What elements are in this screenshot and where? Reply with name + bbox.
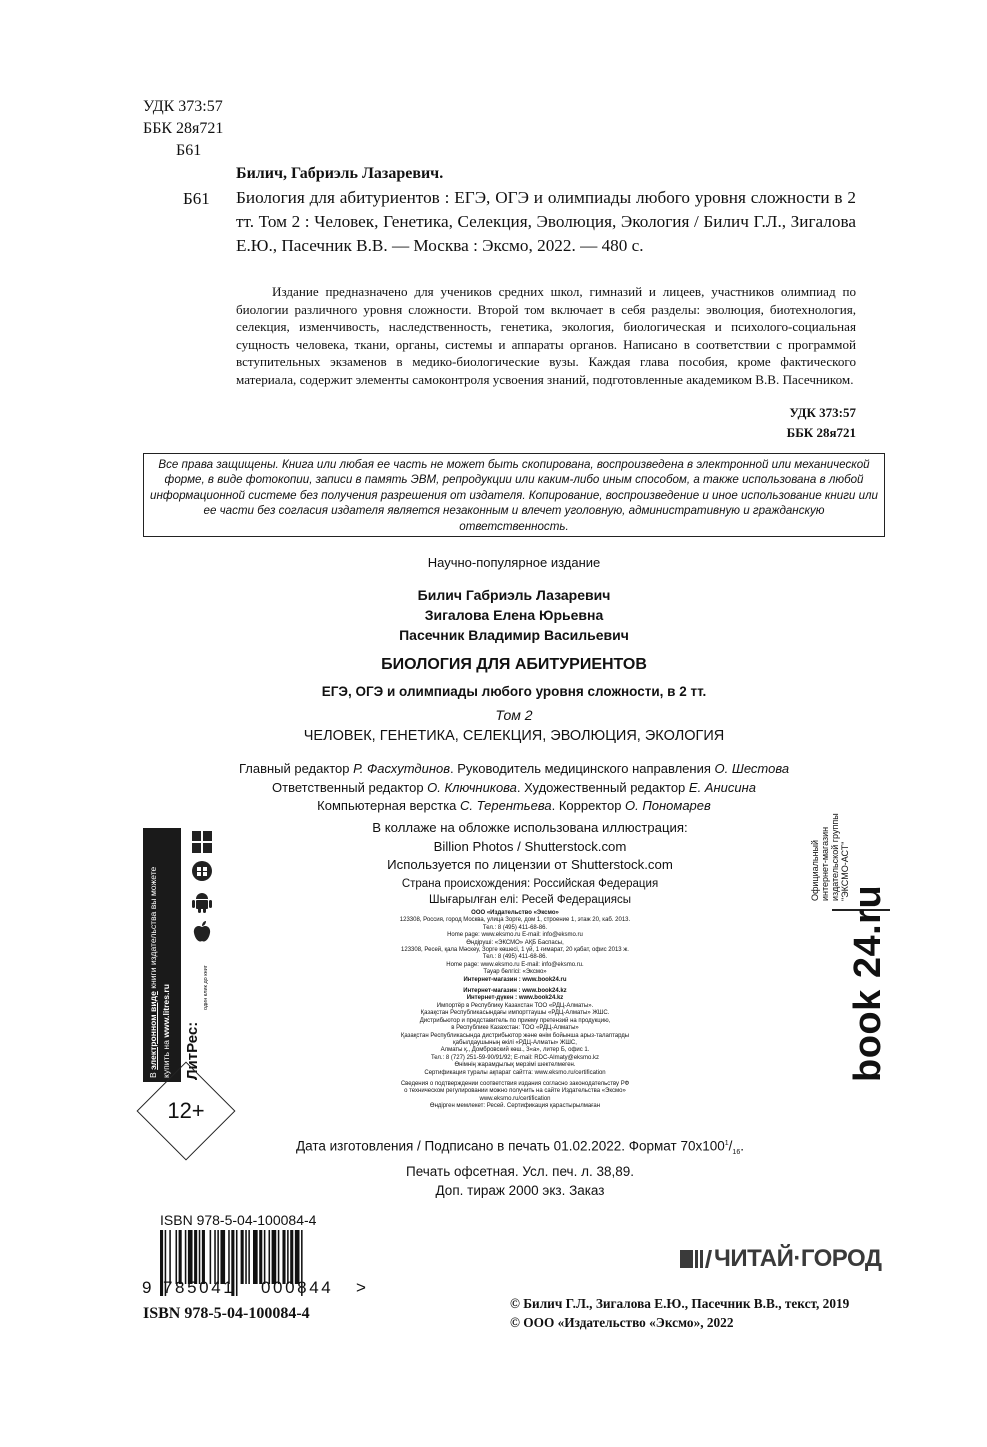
barcode-bar [278,1230,280,1284]
barcode-bar [236,1230,238,1296]
print-details [240,1134,800,1200]
fine-print-line: Интернет-дүкен : www.book24.kz [466,995,564,1002]
litres-line-1: В электронном виде книги издательства вы можете [148,866,158,1078]
barcode-bar [194,1230,197,1284]
apple-icon [191,920,213,944]
bib-annotation: Издание предназначено для учеников средних школ, гимназий и лицеев, участников олимпиад по биологии различного уровня сложности. Второй том включает в себя разделы: эволюция, биотехнология, селекция, изменчивость, наследственность, генетика, экология, биологическая и психолого-социальная сущность человека, ткани, органы, системы и аппараты органов. Написано в соответствии с программой вступительных экзаменов в медико-биологические вузы. Каждая глава пособия, кроме фактического материала, содержит элементы самоконтроля усвоения знаний, подготовленные академиком В.В. Пасечником. [236,284,856,387]
barcode-bar [220,1230,225,1284]
country-ru: Страна происхождения: Российская Федерация [401,878,659,890]
cover-credit-1: В коллаже на обложке использована иллюстрация: [372,820,688,835]
barcode-bar [269,1230,271,1284]
isbn-bottom: ISBN 978-5-04-100084-4 [143,1305,310,1322]
copyright-block [510,1294,849,1332]
litres-tagline: один клик до книг [203,965,209,1010]
classification-block [143,96,223,162]
udk-code: УДК 373:57 [143,98,223,115]
barcode-bar [217,1230,219,1284]
fine-print-line: Тел.: 8 (495) 411-68-86. [482,954,548,961]
author-heading: Билич, Габриэль Лазаревич. [236,165,444,182]
android-icon [191,890,213,914]
country-kz: Шығарылған елі: Ресей Федерациясы [429,894,631,906]
cover-credit-3: Используется по лицензии от Shutterstock.com [387,857,673,872]
barcode-bar [210,1230,212,1284]
isbn-top: ISBN 978-5-04-100084-4 [160,1212,317,1228]
authors-list [143,585,885,645]
bib-description: Биология для абитуриентов : ЕГЭ, ОГЭ и олимпиады любого уровня сложности в 2 тт. Том 2 : Человек, Генетика, Селекция, Эволюция, Экология / Билич Г.Л., Зигалова Е.Ю., Пасечник В.В. — Москва : Эксмо, 2022. — 480 с. [236,188,856,255]
copyright-text: © Билич Г.Л., Зигалова Е.Ю., Пасечник В.В., текст, 2019 [510,1296,850,1311]
fine-print-line: Тел.: 8 (495) 411-68-86. [482,924,548,931]
bib-udk: УДК 373:57 [789,405,856,420]
fine-print-line: Қазақстан Республикасындағы импорттаушы «РДЦ-Алматы» ЖШС. [420,1010,610,1017]
edition-type: Научно-популярное издание [427,555,601,570]
bib-codes [636,403,856,443]
windows-icon [191,830,213,854]
fine-print-line: о техническом регулировании можно получить на сайте Издательства «Эксмо» [404,1088,626,1095]
barcode-bar [245,1230,247,1284]
cover-credit-2: Billion Photos / Shutterstock.com [433,838,627,854]
barcode-bar [179,1230,182,1284]
barcode-bar [241,1230,244,1284]
author-1: Билич Габриэль Лазаревич [417,587,611,603]
barcode-bar [228,1230,230,1284]
store-icon [191,860,213,882]
fine-print-line: Импортёр в Республику Казахстан ТОО «РДЦ-Алматы». [436,1002,594,1009]
credits-line-3: Компьютерная верстка С. Терентьева. Корректор О. Пономарев [317,798,711,813]
fine-print-line: Дистрибьютор и представитель по приему претензий на продукцию, [419,1017,611,1024]
barcode-bar [188,1230,193,1284]
fine-print-line: Home page: www.eksmo.ru E-mail: info@eksmo.ru [447,932,583,939]
chitai-gorod-mark-icon [680,1248,714,1270]
barcode-bar [253,1230,258,1284]
volume-number: Том 2 [495,707,533,723]
author-3: Пасечник Владимир Васильевич [399,627,629,643]
copyright-publisher: © ООО «Издательство «Эксмо», 2022 [510,1315,734,1330]
fine-print-line: Сведения о подтверждении соответствия издания согласно законодательству РФ [400,1080,630,1087]
rights-notice-box [143,453,885,537]
barcode-bar [248,1230,250,1284]
book24-logo: book 24.ru [847,884,889,1082]
book-subtitle: ЕГЭ, ОГЭ и олимпиады любого уровня сложности, в 2 тт. [321,684,707,699]
barcode-bar [272,1230,277,1284]
barcode-bar [259,1230,262,1284]
author-2: Зигалова Елена Юрьевна [424,607,604,623]
barcode-bar [169,1230,171,1284]
barcode-bar [214,1230,216,1284]
chitai-gorod-logo [680,1245,893,1275]
fine-print-line: Home page: www.eksmo.ru E-mail: info@eksmo.ru. [446,961,584,968]
barcode-bar [287,1230,289,1284]
fine-print [340,910,690,1111]
fine-print-line: Өндіруші: «ЭКСМО» АҚБ Баспасы, [466,939,564,946]
barcode-bar [185,1230,187,1284]
litres-line-2: купить на www.litres.ru [161,984,171,1078]
litres-banner [143,828,213,1082]
barcode-bar [202,1230,205,1284]
fine-print-line: Интернет-магазин : www.book24.kz [463,988,567,995]
fine-print-line: 123308, Россия, город Москва, улица Зорге, дом 1, строение 1, этаж 20, каб. 2013. [399,917,631,924]
bib-bbk: ББК 28я721 [786,425,856,440]
fine-print-line: в Республике Казахстан: ТОО «РДЦ-Алматы» [451,1025,579,1032]
cover-credits [300,819,760,875]
fine-print-line: www.eksmo.ru/certification [479,1095,551,1102]
volume-title: ЧЕЛОВЕК, ГЕНЕТИКА, СЕЛЕКЦИЯ, ЭВОЛЮЦИЯ, ЭКОЛОГИЯ [303,728,725,744]
barcode-bar [282,1230,285,1284]
print-date-line: Дата изготовления / Подписано в печать 01.02.2022. Формат $70x100^1/_{16}$. [296,1138,744,1157]
fine-print-line: 123308, Ресей, қала Мәскеу, Зорге көшесі, 1 үй, 1 ғимарат, 20 қабат, офис 2013 ж. [401,947,629,954]
litres-logo: ЛитРес: [184,1021,201,1080]
fine-print-line: Тауар белгісі: «Эксмо» [483,969,547,976]
credits-line-1: Главный редактор Р. Фасхутдинов. Руководитель медицинского направления О. Шестова [238,761,790,776]
country-block [300,876,760,908]
fine-print-line: Интернет-магазин : www.book24.ru [463,976,567,983]
bib-author-mark: Б61 [183,189,210,208]
credits-block [143,760,885,816]
book24-caption: Официальный интернет-магазин издательской группы "ЭКСМО-АСТ" [810,813,850,901]
book-title: БИОЛОГИЯ ДЛЯ АБИТУРИЕНТОВ [381,656,647,673]
barcode-bar [176,1230,178,1284]
rights-notice: Все права защищены. Книга или любая ее часть не может быть скопирована, воспроизведена в электронной или механической форме, в виде фотокопии, записи в память ЭВМ, репродукции или каким-либо иным способом, а также использована в любой информационной системе без получения разрешения от издателя. Копирование, воспроизведение и иное использование книги или ее части без согласия издателя является незаконным и влечет уголовную, административную и гражданскую ответственность. [150,458,879,533]
age-rating: 12+ [167,1098,205,1123]
barcode-bar [199,1230,201,1284]
book24-banner [802,806,892,1096]
author-mark: Б61 [176,142,202,159]
barcode-bar [290,1230,293,1284]
fine-print-line: Сертификация туралы ақпарат сайтта: www.eksmo.ru/certification [424,1069,606,1076]
fine-print-line: қабылдаушының өкілі «РДЦ-Алматы» ЖШС, [453,1039,577,1046]
fine-print-line: Тел.: 8 (727) 251-59-90/91/92; E-mail: RDC-Almaty@eksmo.kz [430,1054,600,1061]
barcode-bar [295,1230,300,1284]
fine-print-line: Өнімнің жарамдылық мерзімі шектелмеген. [454,1062,576,1069]
barcode-bar [264,1230,266,1284]
chitai-gorod-text: ЧИТАЙ·ГОРОД [714,1245,882,1272]
fine-print-line: Өндірген мемлекет: Ресей. Сертификация қарастырылмаған [429,1103,601,1110]
print-line-2: Печать офсетная. Усл. печ. л. 38,89. [406,1164,634,1180]
credits-line-2: Ответственный редактор О. Ключникова. Художественный редактор Е. Анисина [272,779,756,795]
bbk-code: ББК 28я721 [143,120,224,137]
print-line-3: Доп. тираж 2000 экз. Заказ [435,1183,605,1199]
fine-print-line: ООО «Издательство «Эксмо» [471,910,559,916]
fine-print-line: Алматы қ., Домбровский көш., 3«а», литер Б, офис 1. [440,1047,590,1054]
fine-print-line: Қазақстан Республикасында дистрибьютор және өнім бойынша арыз-талаптарды [400,1032,630,1039]
